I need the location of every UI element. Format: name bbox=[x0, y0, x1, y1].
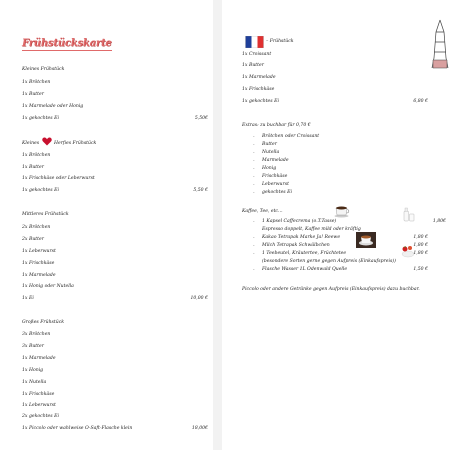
list-item: 2x Brötchen bbox=[22, 225, 51, 230]
list-item: Leberwurst bbox=[262, 182, 289, 187]
list-item: 1x gekochtes Ei bbox=[242, 99, 279, 104]
list-item: 1x Piccolo oder wahlweise O-Saft-Flasche klein bbox=[22, 426, 133, 431]
section-heading: Extras: zu buchbar für 0,70 € bbox=[242, 123, 311, 128]
list-item: 1x Marmelade bbox=[22, 356, 56, 361]
drink-row: (besondere Sorten gerne gegen Aufpreis (Einkaufspreis)) bbox=[262, 259, 396, 264]
menu-title: Frühstückskarte bbox=[22, 38, 112, 49]
section-heading: Kleines Frühstück bbox=[22, 67, 65, 72]
list-item: 1x Ei bbox=[22, 296, 34, 301]
list-item: 3x Brötchen bbox=[22, 332, 51, 337]
price: 6,80 € bbox=[413, 99, 428, 104]
list-item: 1x gekochtes Ei bbox=[22, 188, 59, 193]
list-item: 2x Butter bbox=[22, 237, 44, 242]
drink-row: 1 Teebeutel, Kräutertee, Früchtetee bbox=[262, 251, 347, 256]
list-item: 1x Leberwurst bbox=[22, 249, 56, 254]
heart-icon bbox=[42, 137, 52, 146]
list-item: 1x Brötchen bbox=[22, 153, 51, 158]
list-item: Honig bbox=[262, 166, 277, 171]
tower-sketch-icon bbox=[430, 18, 450, 70]
price: 5,50€ bbox=[194, 116, 208, 121]
price: 1,80€ bbox=[432, 219, 446, 224]
price: 1,80 € bbox=[413, 251, 428, 256]
drink-row: Kakao Tetrapak Marke Ja! Reewe bbox=[262, 235, 341, 240]
list-item: 1x Butter bbox=[22, 92, 44, 97]
drink-row: Flasche Wasser 1L Odenwald Quelle bbox=[262, 267, 348, 272]
section-heading-post: Herfies Frühstück bbox=[54, 141, 97, 146]
list-item: 1x Brötchen bbox=[22, 80, 51, 85]
list-item: 1x Frischkäse oder Leberwurst bbox=[22, 176, 95, 181]
list-item: 1x Frischkäse bbox=[22, 392, 55, 397]
list-item: 3x Butter bbox=[22, 344, 44, 349]
drinks-note: Piccolo oder andere Getränke gegen Aufpreis (Einkaufspreis) dazu buchbar. bbox=[242, 287, 420, 292]
milk-icon bbox=[402, 206, 416, 222]
section-heading: – Frühstück bbox=[266, 39, 294, 44]
list-item: gekochtes Ei bbox=[262, 190, 292, 195]
menu-page-right: – Frühstück 1x Croissant 1x Butter 1x Marmelade 1x Frischkäse 1x gekochtes Ei 6,80 € Extras: zu buchbar für 0,70 € - Brötchen oder Croissant - Butter - Nutella - Marmelade - Honig - Frischkäse - Leberwurst - gekochtes Ei Kaffee, Tee, etc… - 1 Kapsel Caffecrema (o.T.Tasse) 1,80€ Espresso doppelt, Kaffee mild oder kräftig - Kakao Tetrapak Marke Ja! Reewe 1,80 € - Milch Tetrapak Schwälbchen 1,80 € - 1 Teebeutel, Kräutertee, Früchtetee 1,80 € (besondere Sorten gerne gegen Aufpreis (Einkaufspreis)) - Flasche Wasser 1L Odenwald Quelle 1,50 € Piccolo oder andere Getränke gegen Aufpreis (Einkaufspreis) dazu buchbar. bbox=[222, 0, 450, 450]
list-item: 1x gekochtes Ei bbox=[22, 116, 59, 121]
price: 10,00 € bbox=[190, 296, 208, 301]
price: 5,50 € bbox=[193, 188, 208, 193]
drink-row: 1 Kapsel Caffecrema (o.T.Tasse) bbox=[262, 219, 337, 224]
list-item: 1x Marmelade bbox=[242, 75, 276, 80]
list-item: 1x Honig oder Nutella bbox=[22, 284, 74, 289]
price: 1,80 € bbox=[413, 235, 428, 240]
list-item: 1x Marmelade bbox=[22, 273, 56, 278]
menu-page-left bbox=[0, 0, 213, 450]
price: 1,50 € bbox=[413, 267, 428, 272]
drink-row: Milch Tetrapak Schwälbchen bbox=[262, 243, 330, 248]
section-heading: Großes Frühstück bbox=[22, 320, 65, 325]
price: 1,80 € bbox=[413, 243, 428, 248]
list-item: 1x Leberwurst bbox=[22, 403, 56, 408]
list-item: 1x Frischkäse bbox=[22, 261, 55, 266]
list-item: Marmelade bbox=[262, 158, 289, 163]
section-heading: Kaffee, Tee, etc… bbox=[242, 209, 283, 214]
list-item: 1x Honig bbox=[22, 368, 44, 373]
list-item: 1x Nutella bbox=[22, 380, 47, 385]
list-item: 1x Marmelade oder Honig bbox=[22, 104, 84, 109]
list-item: 1x Butter bbox=[242, 63, 264, 68]
list-item: 1x Butter bbox=[22, 165, 44, 170]
coffee-cup-icon bbox=[334, 204, 350, 218]
list-item: 2x gekochtes Ei bbox=[22, 414, 59, 419]
french-flag-icon bbox=[245, 36, 264, 48]
list-item: Nutella bbox=[262, 150, 280, 155]
list-item: Frischkäse bbox=[262, 174, 288, 179]
list-item: 1x Croissant bbox=[242, 52, 272, 57]
drink-row: Espresso doppelt, Kaffee mild oder kräftig bbox=[262, 227, 361, 232]
list-item: 1x Frischkäse bbox=[242, 87, 275, 92]
section-heading-pre: Kleines bbox=[22, 141, 40, 146]
section-heading: Mittleres Frühstück bbox=[22, 212, 69, 217]
list-item: Brötchen oder Croissant bbox=[262, 134, 320, 139]
list-item: Butter bbox=[262, 142, 277, 147]
tea-cup-icon bbox=[356, 232, 376, 248]
price: 18,00€ bbox=[191, 426, 208, 431]
